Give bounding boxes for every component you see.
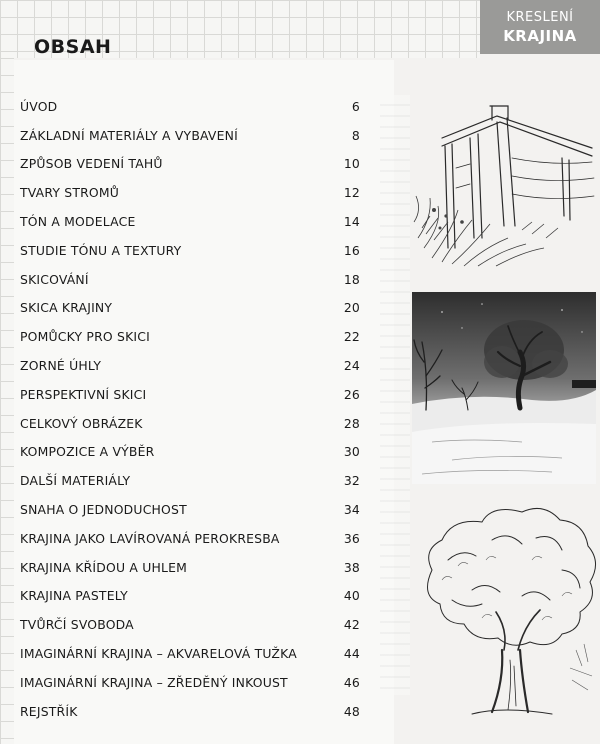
toc-entry <box>20 553 360 582</box>
toc-entry-title: ZORNÉ ÚHLY <box>20 358 102 374</box>
toc-entry-page: 44 <box>343 646 360 662</box>
toc-entry-page: 10 <box>343 156 360 172</box>
toc-entry-title: KRAJINA JAKO LAVÍROVANÁ PEROKRESBA <box>20 530 280 546</box>
toc-entry-title: IMAGINÁRNÍ KRAJINA – AKVARELOVÁ TUŽKA <box>20 646 297 662</box>
toc-entry-page: 32 <box>343 473 360 489</box>
series-label-line2: KRAJINA <box>503 27 577 45</box>
toc-entry <box>20 495 360 524</box>
oak-tree-illustration <box>412 500 600 722</box>
toc-entry <box>20 92 360 121</box>
toc-entry-title: POMŮCKY PRO SKICI <box>20 329 150 345</box>
toc-entry-page: 20 <box>343 300 360 316</box>
toc-entry <box>20 351 360 380</box>
toc-entry-title: IMAGINÁRNÍ KRAJINA – ZŘEDĚNÝ INKOUST <box>20 674 288 690</box>
toc-entry-page: 42 <box>343 617 360 633</box>
toc-entry <box>20 524 360 553</box>
toc-entry <box>20 150 360 179</box>
toc-entry <box>20 178 360 207</box>
toc-entry-title: TVARY STROMŮ <box>20 185 120 201</box>
toc-entry-page: 18 <box>343 271 360 287</box>
toc-entry <box>20 409 360 438</box>
toc-entry <box>20 265 360 294</box>
toc-entry-page: 16 <box>343 242 360 258</box>
toc-entry <box>20 121 360 150</box>
toc-entry-page: 14 <box>343 214 360 230</box>
toc-entry-title: SKICOVÁNÍ <box>20 271 89 287</box>
toc-entry-page: 34 <box>343 502 360 518</box>
toc-entry-title: REJSTŘÍK <box>20 703 78 719</box>
toc-entry <box>20 438 360 467</box>
series-label <box>480 0 600 54</box>
toc-entry-title: STUDIE TÓNU A TEXTURY <box>20 242 182 258</box>
toc-entry <box>20 668 360 697</box>
toc-entry <box>20 322 360 351</box>
toc-entry <box>20 380 360 409</box>
toc-entry-title: KRAJINA KŘÍDOU A UHLEM <box>20 559 188 575</box>
toc-entry <box>20 582 360 611</box>
toc-entry-page: 6 <box>351 98 360 114</box>
toc-entry-page: 38 <box>343 559 360 575</box>
toc-entry <box>20 639 360 668</box>
toc-entry-page: 36 <box>343 530 360 546</box>
toc-entry-page: 8 <box>351 127 360 143</box>
toc-entry-page: 30 <box>343 444 360 460</box>
toc-entry <box>20 610 360 639</box>
series-label-line1: KRESLENÍ <box>506 10 574 25</box>
toc-entry <box>20 236 360 265</box>
toc-entry <box>20 466 360 495</box>
table-of-contents <box>20 92 360 726</box>
toc-entry <box>20 294 360 323</box>
toc-entry <box>20 697 360 726</box>
toc-entry-page: 22 <box>343 329 360 345</box>
page-title: OBSAH <box>34 36 112 58</box>
toc-entry-page: 48 <box>343 703 360 719</box>
winter-tree-illustration <box>412 292 596 484</box>
toc-entry-page: 40 <box>343 588 360 604</box>
toc-entry-title: SKICA KRAJINY <box>20 300 113 316</box>
toc-entry-title: TÓN A MODELACE <box>20 214 136 230</box>
toc-entry-page: 26 <box>343 386 360 402</box>
fence-sketch-illustration <box>412 98 596 268</box>
toc-entry <box>20 207 360 236</box>
faint-background-text <box>380 95 410 695</box>
toc-entry-title: ÚVOD <box>20 98 58 114</box>
toc-entry-title: ZÁKLADNÍ MATERIÁLY A VYBAVENÍ <box>20 127 238 143</box>
toc-entry-page: 46 <box>343 674 360 690</box>
toc-entry-page: 28 <box>343 415 360 431</box>
toc-entry-title: KRAJINA PASTELY <box>20 588 128 604</box>
toc-entry-title: ZPŮSOB VEDENÍ TAHŮ <box>20 156 163 172</box>
graph-paper-margin <box>0 58 14 744</box>
toc-entry-title: TVŮRČÍ SVOBODA <box>20 617 134 633</box>
toc-entry-title: PERSPEKTIVNÍ SKICI <box>20 386 147 402</box>
toc-entry-title: SNAHA O JEDNODUCHOST <box>20 502 187 518</box>
toc-entry-title: DALŠÍ MATERIÁLY <box>20 473 131 489</box>
toc-entry-title: CELKOVÝ OBRÁZEK <box>20 415 143 431</box>
toc-entry-title: KOMPOZICE A VÝBĚR <box>20 444 155 460</box>
toc-entry-page: 12 <box>343 185 360 201</box>
toc-entry-page: 24 <box>343 358 360 374</box>
